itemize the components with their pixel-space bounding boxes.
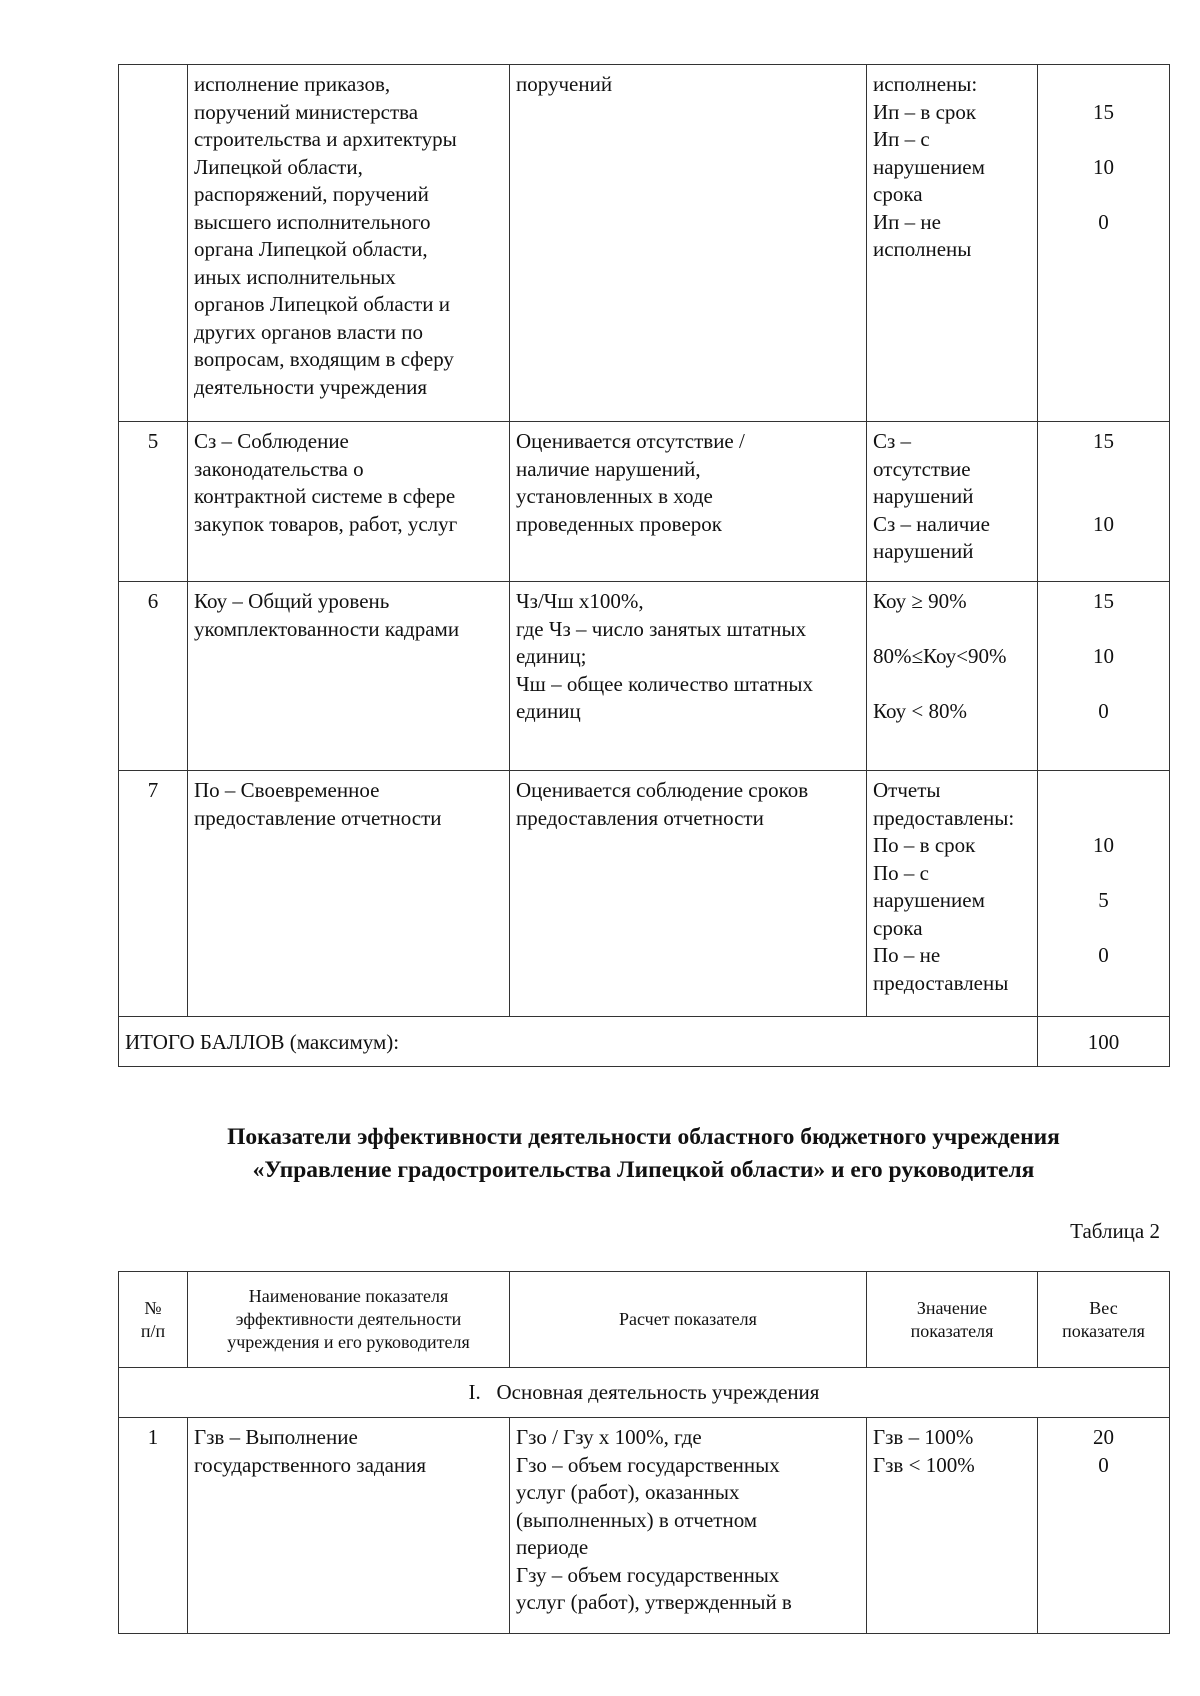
- indicator-value: исполнены: Ип – в срок Ип – с нарушением срока Ип – не исполнены: [867, 65, 1038, 422]
- indicator-value: Гзв – 100% Гзв < 100%: [867, 1418, 1038, 1634]
- section-heading: [118, 1121, 1169, 1187]
- indicator-weight: 15 10: [1038, 422, 1170, 582]
- indicator-calculation: Чз/Чш х100%, где Чз – число занятых штатных единиц; Чш – общее количество штатных единиц: [510, 582, 867, 771]
- heading-line-1: Показатели эффективности деятельности областного бюджетного учреждения: [227, 1124, 1060, 1150]
- total-value: 100: [1038, 1017, 1170, 1067]
- row-number: 5: [119, 422, 188, 582]
- indicator-weight: 10 5 0: [1038, 771, 1170, 1017]
- indicator-calculation: поручений: [510, 65, 867, 422]
- header-weight: Вес показателя: [1038, 1272, 1170, 1368]
- row-number: 7: [119, 771, 188, 1017]
- indicators-table-continued: [118, 64, 1170, 1067]
- indicator-name: исполнение приказов, поручений министерства строительства и архитектуры Липецкой области, распоряжений, поручений высшего исполнительного органа Липецкой области, иных исполнительных органов Липецкой области и других органов власти по вопросам, входящим в сферу деятельности учреждения: [188, 65, 510, 422]
- header-calc: Расчет показателя: [510, 1272, 867, 1368]
- indicator-calculation: Гзо / Гзу х 100%, где Гзо – объем государственных услуг (работ), оказанных (выполненных) в отчетном периоде Гзу – объем государственных услуг (работ), утвержденный в: [510, 1418, 867, 1634]
- indicator-calculation: Оценивается соблюдение сроков предоставления отчетности: [510, 771, 867, 1017]
- indicators-table-2: [118, 1271, 1170, 1634]
- table-row: [119, 422, 1170, 582]
- row-number: 1: [119, 1418, 188, 1634]
- row-number: 6: [119, 582, 188, 771]
- total-label: ИТОГО БАЛЛОВ (максимум):: [119, 1017, 1038, 1067]
- indicator-value: Коу ≥ 90% 80%≤Коу<90% Коу < 80%: [867, 582, 1038, 771]
- indicator-name: Коу – Общий уровень укомплектованности кадрами: [188, 582, 510, 771]
- indicator-weight: 15 10 0: [1038, 582, 1170, 771]
- table-header: [119, 1272, 1170, 1368]
- indicator-value: Отчеты предоставлены: По – в срок По – с нарушением срока По – не предоставлены: [867, 771, 1038, 1017]
- header-num: № п/п: [119, 1272, 188, 1368]
- indicator-name: Гзв – Выполнение государственного задания: [188, 1418, 510, 1634]
- table-row: [119, 771, 1170, 1017]
- table-row: [119, 1418, 1170, 1634]
- header-value: Значение показателя: [867, 1272, 1038, 1368]
- total-row: [119, 1017, 1170, 1067]
- section-title: I. Основная деятельность учреждения: [119, 1368, 1170, 1418]
- table-row: [119, 582, 1170, 771]
- indicator-weight: 15 10 0: [1038, 65, 1170, 422]
- indicator-name: По – Своевременное предоставление отчетности: [188, 771, 510, 1017]
- indicator-calculation: Оценивается отсутствие / наличие нарушений, установленных в ходе проведенных проверок: [510, 422, 867, 582]
- table-row: [119, 65, 1170, 422]
- table-number-label: Таблица 2: [1070, 1219, 1160, 1243]
- row-number: [119, 65, 188, 422]
- header-name: Наименование показателя эффективности деятельности учреждения и его руководителя: [188, 1272, 510, 1368]
- indicator-weight: 20 0: [1038, 1418, 1170, 1634]
- section-row: [119, 1368, 1170, 1418]
- indicator-name: Сз – Соблюдение законодательства о контрактной системе в сфере закупок товаров, работ, услуг: [188, 422, 510, 582]
- heading-line-2: «Управление градостроительства Липецкой области» и его руководителя: [252, 1157, 1035, 1183]
- indicator-value: Сз – отсутствие нарушений Сз – наличие нарушений: [867, 422, 1038, 582]
